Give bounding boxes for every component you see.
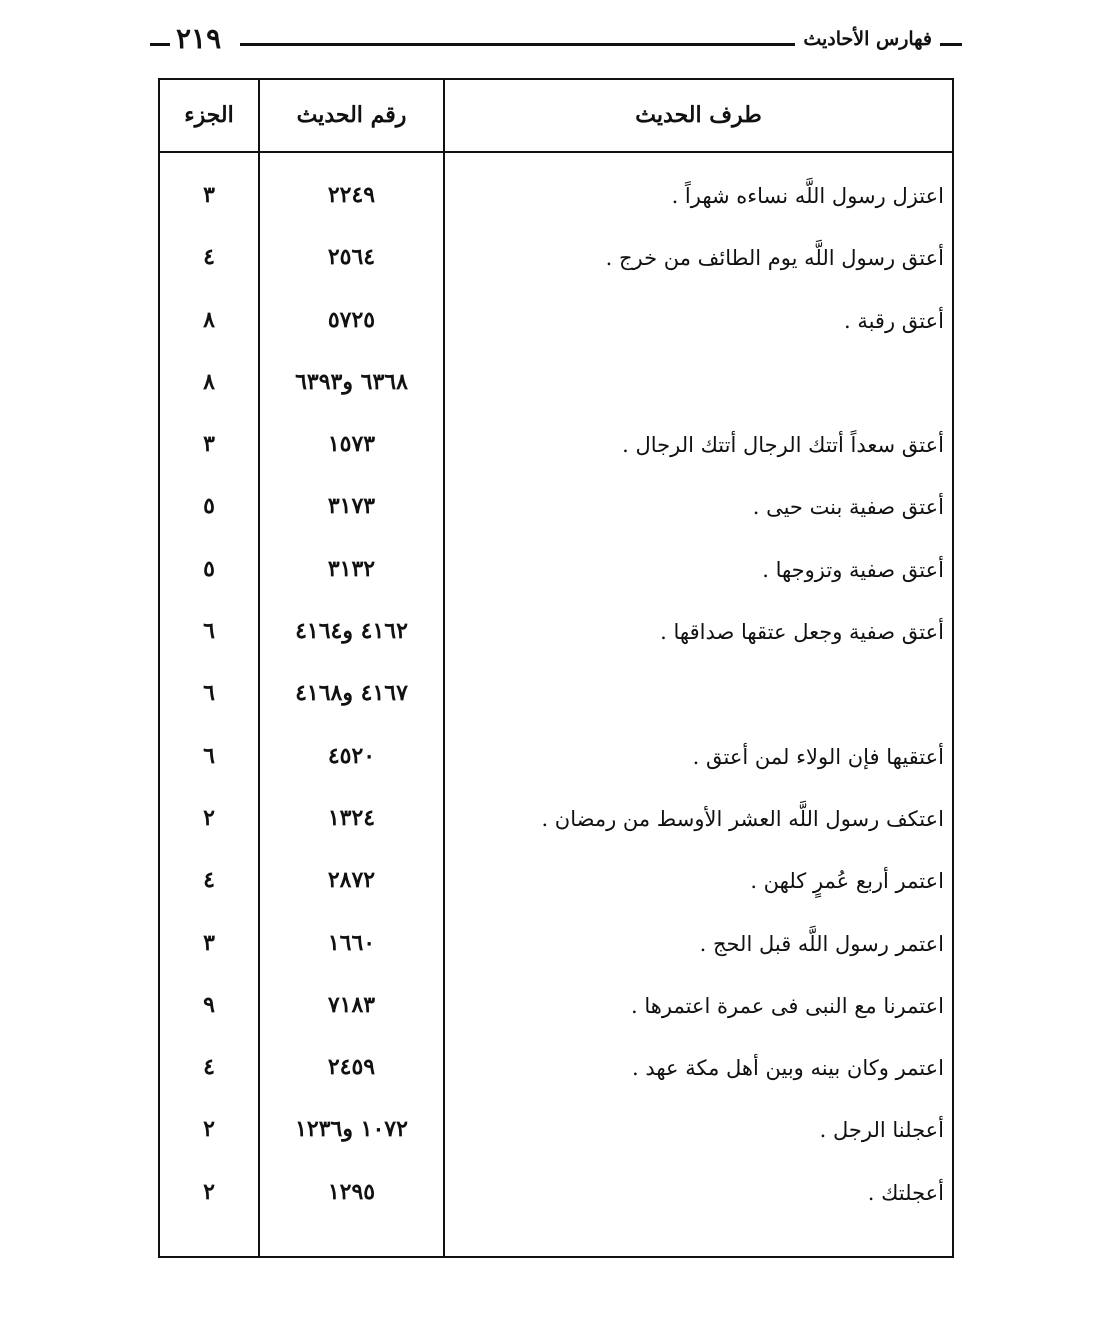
hadith-number: ٣١٣٢ (327, 555, 376, 582)
hadith-number: ١٣٢٤ (327, 804, 376, 831)
hadith-text: أعتق سعداً أتتك الرجال أتتك الرجال . (622, 433, 944, 458)
column-header-volume: الجزء (184, 102, 234, 128)
hadith-number: ٢٥٦٤ (327, 244, 376, 271)
table-row (160, 359, 952, 421)
table-row (160, 421, 952, 483)
hadith-number: ٢٨٧٢ (327, 867, 376, 894)
hadith-number: ٥٧٢٥ (327, 306, 376, 333)
table-row (160, 982, 952, 1044)
table-row (160, 1106, 952, 1168)
volume-number: ٥ (203, 555, 215, 582)
table-row (160, 795, 952, 857)
volume-number: ٨ (203, 306, 215, 333)
header-divider (160, 151, 952, 153)
hadith-text: أعتق صفية وتزوجها . (762, 557, 944, 582)
hadith-number: ٣١٧٣ (327, 493, 376, 520)
volume-number: ٨ (203, 368, 215, 395)
page-number: ٢١٩ (176, 22, 222, 55)
volume-number: ٩ (203, 991, 215, 1018)
hadith-index-table (158, 78, 954, 1258)
hadith-number: ٧١٨٣ (327, 991, 376, 1018)
table-row (160, 172, 952, 234)
hadith-text: اعتمر أربع عُمرٍ كلهن . (750, 869, 944, 894)
table-row (160, 670, 952, 732)
table-row (160, 920, 952, 982)
hadith-number: ٢٢٤٩ (327, 182, 376, 208)
volume-number: ٤ (203, 244, 215, 271)
hadith-text: اعتمر وكان بينه وبين أهل مكة عهد . (631, 1056, 944, 1081)
hadith-text: أعجلتك . (867, 1180, 944, 1205)
table-row (160, 234, 952, 296)
volume-number: ٦ (203, 618, 215, 645)
table-row (160, 608, 952, 670)
volume-number: ٣ (203, 182, 215, 208)
volume-number: ٣ (203, 929, 215, 956)
hadith-text: اعتمرنا مع النبى فى عمرة اعتمرها . (631, 993, 944, 1018)
header-rule-left (150, 43, 170, 46)
hadith-text: اعتمر رسول اللَّه قبل الحج . (699, 931, 944, 956)
hadith-number: ١٦٦٠ (327, 929, 376, 956)
table-row (160, 546, 952, 608)
table-row (160, 297, 952, 359)
volume-number: ٥ (203, 493, 215, 520)
header-title: فهارس الأحاديث (803, 28, 932, 50)
running-header (150, 22, 962, 66)
volume-number: ٢ (203, 1178, 215, 1205)
volume-number: ٢ (203, 1116, 215, 1143)
hadith-number: ٤٥٢٠ (327, 742, 376, 769)
hadith-number: ٦٣٦٨ و٦٣٩٣ (295, 368, 408, 395)
hadith-text: أعجلنا الرجل . (819, 1118, 944, 1143)
hadith-number: ١٠٧٢ و١٢٣٦ (295, 1116, 408, 1143)
volume-number: ٤ (203, 1054, 215, 1081)
hadith-text: أعتق صفية بنت حيى . (752, 495, 944, 520)
table-row (160, 483, 952, 545)
header-rule-middle (240, 43, 795, 46)
hadith-number: ١٥٧٣ (327, 431, 376, 458)
table-row (160, 1169, 952, 1231)
volume-number: ٤ (203, 867, 215, 894)
column-header-hadith-text: طرف الحديث (635, 102, 762, 128)
hadith-text: أعتق رقبة . (843, 308, 944, 333)
table-row (160, 857, 952, 919)
hadith-text: اعتكف رسول اللَّه العشر الأوسط من رمضان . (541, 806, 944, 831)
table-row (160, 1044, 952, 1106)
header-rule-right (940, 43, 962, 46)
hadith-text: اعتزل رسول اللَّه نساءه شهراً . (671, 184, 944, 208)
volume-number: ٣ (203, 431, 215, 458)
hadith-number: ٤١٦٧ و٤١٦٨ (295, 680, 408, 707)
table-row (160, 733, 952, 795)
hadith-number: ٢٤٥٩ (327, 1054, 376, 1081)
volume-number: ٦ (203, 680, 215, 707)
volume-number: ٢ (203, 804, 215, 831)
hadith-number: ١٢٩٥ (327, 1178, 376, 1205)
hadith-text: أعتق صفية وجعل عتقها صداقها . (660, 620, 944, 645)
hadith-text: أعتق رسول اللَّه يوم الطائف من خرج . (605, 246, 944, 271)
hadith-number: ٤١٦٢ و٤١٦٤ (295, 618, 408, 645)
table-body (160, 172, 952, 1231)
volume-number: ٦ (203, 742, 215, 769)
column-header-hadith-number: رقم الحديث (296, 102, 407, 128)
hadith-text: أعتقيها فإن الولاء لمن أعتق . (692, 744, 944, 769)
